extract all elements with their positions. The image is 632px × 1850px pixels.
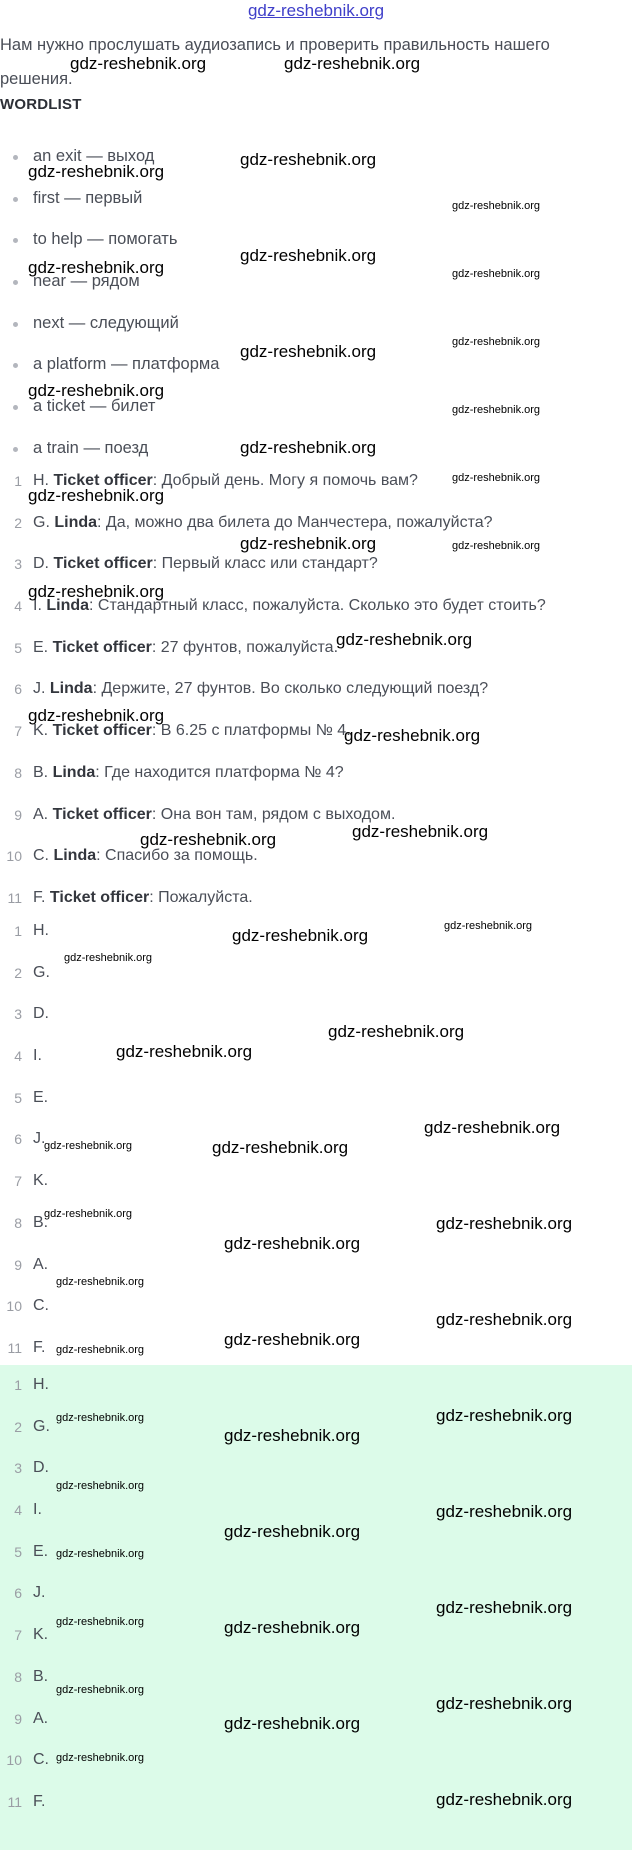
answer-highlight-block xyxy=(0,1365,632,1850)
answer-number: 8 xyxy=(14,1214,22,1231)
answer-item xyxy=(0,1211,632,1253)
line-letter: K. xyxy=(33,722,49,740)
line-number: 4 xyxy=(14,598,22,615)
line-speaker: Ticket officer xyxy=(53,555,153,573)
watermark: gdz-reshebnik.org xyxy=(224,1330,361,1349)
watermark: gdz-reshebnik.org xyxy=(28,162,165,181)
answer-letter: H. xyxy=(33,922,49,939)
line-speaker: Ticket officer xyxy=(52,722,152,740)
line-letter: F. xyxy=(33,888,46,906)
line-speaker: Linda xyxy=(52,763,96,781)
watermark: gdz-reshebnik.org xyxy=(424,1118,561,1137)
answer-item xyxy=(0,1623,632,1665)
line-speaker: Ticket officer xyxy=(52,805,152,823)
answer-list xyxy=(0,919,632,1378)
line-letter: I. xyxy=(33,597,42,615)
dialogue-line xyxy=(0,594,632,636)
watermark: gdz-reshebnik.org xyxy=(436,1694,573,1713)
watermark: gdz-reshebnik.org xyxy=(56,1548,145,1560)
watermark: gdz-reshebnik.org xyxy=(56,1616,145,1628)
answer-item xyxy=(0,1415,632,1457)
line-letter: D. xyxy=(33,555,49,573)
answer-letter: I. xyxy=(33,1047,42,1065)
watermark: gdz-reshebnik.org xyxy=(56,1684,145,1696)
watermark: gdz-reshebnik.org xyxy=(452,200,541,212)
answer-item xyxy=(0,1044,632,1086)
watermark: gdz-reshebnik.org xyxy=(436,1214,573,1233)
line-speaker: Linda xyxy=(53,847,97,865)
watermark: gdz-reshebnik.org xyxy=(140,830,277,849)
line-letter: J. xyxy=(33,680,46,698)
answer-letter: H. xyxy=(33,1376,49,1393)
line-number: 3 xyxy=(14,556,22,573)
watermark: gdz-reshebnik.org xyxy=(436,1790,573,1809)
answer-letter: G. xyxy=(33,963,50,981)
answer-number: 5 xyxy=(14,1089,22,1106)
answer-letter: C. xyxy=(33,1751,49,1769)
watermark: gdz-reshebnik.org xyxy=(240,150,377,169)
wordlist-item: a platform — платформа xyxy=(0,352,219,394)
watermark: gdz-reshebnik.org xyxy=(436,1598,573,1617)
watermark: gdz-reshebnik.org xyxy=(56,1752,145,1764)
line-number: 6 xyxy=(14,681,22,698)
answer-number: 1 xyxy=(14,923,22,939)
watermark: gdz-reshebnik.org xyxy=(44,1208,133,1220)
line-number: 9 xyxy=(14,806,22,823)
answer-item xyxy=(0,1127,632,1169)
watermark: gdz-reshebnik.org xyxy=(452,336,541,348)
answer-letter: B. xyxy=(33,1213,49,1231)
answer-item xyxy=(0,1373,632,1415)
line-text: : Первый класс или стандарт? xyxy=(152,555,378,573)
answer-number: 7 xyxy=(14,1627,22,1644)
dialogue-line xyxy=(0,469,632,511)
dialogue-line xyxy=(0,511,632,553)
answer-item xyxy=(0,1169,632,1211)
watermark: gdz-reshebnik.org xyxy=(284,54,421,73)
answer-item xyxy=(0,1498,632,1540)
answer-item xyxy=(0,1748,632,1790)
dialogue-line xyxy=(0,844,632,886)
line-speaker: Ticket officer xyxy=(52,638,152,656)
watermark: gdz-reshebnik.org xyxy=(70,54,207,73)
watermark: gdz-reshebnik.org xyxy=(336,630,473,649)
line-number: 2 xyxy=(14,514,22,531)
wordlist-item: a train — поезд xyxy=(0,436,219,478)
watermark: gdz-reshebnik.org xyxy=(28,486,165,505)
wordlist-item: next — следующий xyxy=(0,311,219,353)
watermark: gdz-reshebnik.org xyxy=(436,1406,573,1425)
line-speaker: Ticket officer xyxy=(53,472,153,489)
line-speaker: Linda xyxy=(49,680,93,698)
answer-number: 6 xyxy=(14,1585,22,1602)
answer-item xyxy=(0,919,632,961)
watermark: gdz-reshebnik.org xyxy=(224,1234,361,1253)
dialogue-line xyxy=(0,636,632,678)
answer-number: 8 xyxy=(14,1668,22,1685)
answer-letter: G. xyxy=(33,1417,50,1435)
answer-letter: J. xyxy=(33,1130,46,1148)
answer-number: 4 xyxy=(14,1502,22,1519)
answer-item xyxy=(0,1707,632,1749)
watermark: gdz-reshebnik.org xyxy=(56,1480,145,1492)
answer-item xyxy=(0,1581,632,1623)
answer-letter: B. xyxy=(33,1667,49,1685)
answer-letter: F. xyxy=(33,1338,46,1356)
answer-number: 7 xyxy=(14,1173,22,1190)
answer-letter: E. xyxy=(33,1088,49,1106)
answer-item xyxy=(0,1002,632,1044)
answer-letter: E. xyxy=(33,1542,49,1560)
line-text: : Пожалуйста. xyxy=(149,888,253,906)
line-speaker: Linda xyxy=(54,513,98,531)
wordlist-item: an exit — выход xyxy=(0,144,219,186)
watermark: gdz-reshebnik.org xyxy=(28,582,165,601)
watermark: gdz-reshebnik.org xyxy=(352,822,489,841)
answer-item xyxy=(0,1540,632,1582)
wordlist-title: WORDLIST xyxy=(0,96,82,113)
watermark: gdz-reshebnik.org xyxy=(56,1412,145,1424)
answer-letter: C. xyxy=(33,1297,49,1315)
answer-letter: J. xyxy=(33,1584,46,1602)
line-number: 10 xyxy=(6,848,22,865)
line-number: 1 xyxy=(14,473,22,489)
line-text: : Она вон там, рядом с выходом. xyxy=(151,805,396,823)
wordlist-item: a ticket — билет xyxy=(0,394,219,436)
line-number: 7 xyxy=(14,723,22,740)
answer-letter: D. xyxy=(33,1005,49,1023)
answer-number: 3 xyxy=(14,1460,22,1477)
answer-number: 2 xyxy=(14,1418,22,1435)
dialogue-line xyxy=(0,677,632,719)
watermark: gdz-reshebnik.org xyxy=(56,1276,145,1288)
line-letter: B. xyxy=(33,763,49,781)
answer-number: 2 xyxy=(14,964,22,981)
answer-item xyxy=(0,1665,632,1707)
line-number: 8 xyxy=(14,764,22,781)
dialogue-line xyxy=(0,552,632,594)
answer-number: 10 xyxy=(6,1298,22,1315)
answer-item xyxy=(0,1253,632,1295)
line-letter: E. xyxy=(33,638,49,656)
line-text: : Спасибо за помощь. xyxy=(96,847,258,865)
watermark: gdz-reshebnik.org xyxy=(452,472,541,484)
line-text: : Стандартный класс, пожалуйста. Сколько это будет стоить? xyxy=(89,597,546,615)
answer-letter: I. xyxy=(33,1501,42,1519)
watermark: gdz-reshebnik.org xyxy=(452,404,541,416)
line-text: : Да, можно два билета до Манчестера, пожалуйста? xyxy=(97,513,493,531)
watermark: gdz-reshebnik.org xyxy=(64,952,153,964)
site-header-link[interactable]: gdz-reshebnik.org xyxy=(247,1,385,20)
answer-letter: A. xyxy=(33,1255,49,1273)
watermark: gdz-reshebnik.org xyxy=(240,534,377,553)
answer-number: 6 xyxy=(14,1131,22,1148)
line-text: : Добрый день. Могу я помочь вам? xyxy=(152,472,418,489)
line-speaker: Linda xyxy=(46,597,90,615)
answer-letter: F. xyxy=(33,1792,46,1810)
watermark: gdz-reshebnik.org xyxy=(444,920,533,932)
wordlist-item: first — первый xyxy=(0,186,219,228)
answer-letter: D. xyxy=(33,1459,49,1477)
watermark: gdz-reshebnik.org xyxy=(28,258,165,277)
line-letter: G. xyxy=(33,513,50,531)
watermark: gdz-reshebnik.org xyxy=(224,1426,361,1445)
watermark: gdz-reshebnik.org xyxy=(224,1522,361,1541)
wordlist-item: to help — помогать xyxy=(0,227,219,269)
dialogue-list xyxy=(0,469,632,928)
dialogue-line xyxy=(0,719,632,761)
watermark: gdz-reshebnik.org xyxy=(56,1344,145,1356)
answer-number: 10 xyxy=(6,1752,22,1769)
answer-letter: A. xyxy=(33,1709,49,1727)
watermark: gdz-reshebnik.org xyxy=(240,438,377,457)
answer-number: 3 xyxy=(14,1006,22,1023)
watermark: gdz-reshebnik.org xyxy=(328,1022,465,1041)
line-text: : 27 фунтов, пожалуйста. xyxy=(151,638,339,656)
watermark: gdz-reshebnik.org xyxy=(436,1502,573,1521)
watermark: gdz-reshebnik.org xyxy=(224,1618,361,1637)
watermark: gdz-reshebnik.org xyxy=(28,706,165,725)
watermark: gdz-reshebnik.org xyxy=(224,1714,361,1733)
answer-item xyxy=(0,1456,632,1498)
watermark: gdz-reshebnik.org xyxy=(240,246,377,265)
answer-letter: K. xyxy=(33,1172,49,1190)
answer-item xyxy=(0,1790,632,1832)
wordlist-item: near — рядом xyxy=(0,269,219,311)
watermark: gdz-reshebnik.org xyxy=(240,342,377,361)
answer-number: 11 xyxy=(7,1339,22,1356)
watermark: gdz-reshebnik.org xyxy=(452,268,541,280)
answer-item xyxy=(0,961,632,1003)
watermark: gdz-reshebnik.org xyxy=(212,1138,349,1157)
answer-number: 4 xyxy=(14,1048,22,1065)
answer-number: 1 xyxy=(14,1377,22,1393)
line-number: 5 xyxy=(14,639,22,656)
answer-letter: K. xyxy=(33,1626,49,1644)
intro-text: Нам нужно прослушать аудиозапись и проверить правильность нашего решения. xyxy=(0,36,550,88)
line-speaker: Ticket officer xyxy=(49,888,150,906)
watermark: gdz-reshebnik.org xyxy=(232,926,369,945)
line-text: : Где находится платформа № 4? xyxy=(95,763,344,781)
watermark: gdz-reshebnik.org xyxy=(28,381,165,400)
dialogue-line xyxy=(0,761,632,803)
answer-number: 5 xyxy=(14,1543,22,1560)
line-text: : Держите, 27 фунтов. Во сколько следующий поезд? xyxy=(92,680,489,698)
watermark: gdz-reshebnik.org xyxy=(44,1140,133,1152)
watermark: gdz-reshebnik.org xyxy=(344,726,481,745)
watermark: gdz-reshebnik.org xyxy=(436,1310,573,1329)
answer-number: 11 xyxy=(7,1793,22,1810)
line-number: 11 xyxy=(7,889,22,906)
answer-item xyxy=(0,1294,632,1336)
answer-list-highlighted xyxy=(0,1373,632,1832)
watermark: gdz-reshebnik.org xyxy=(116,1042,253,1061)
answer-number: 9 xyxy=(14,1710,22,1727)
line-text: : В 6.25 с платформы № 4. xyxy=(151,722,351,740)
line-letter: A. xyxy=(33,805,49,823)
dialogue-line xyxy=(0,803,632,845)
watermark: gdz-reshebnik.org xyxy=(452,540,541,552)
line-letter: H. xyxy=(33,472,49,489)
answer-item xyxy=(0,1086,632,1128)
answer-number: 9 xyxy=(14,1256,22,1273)
line-letter: C. xyxy=(33,847,49,865)
wordlist xyxy=(0,144,219,478)
